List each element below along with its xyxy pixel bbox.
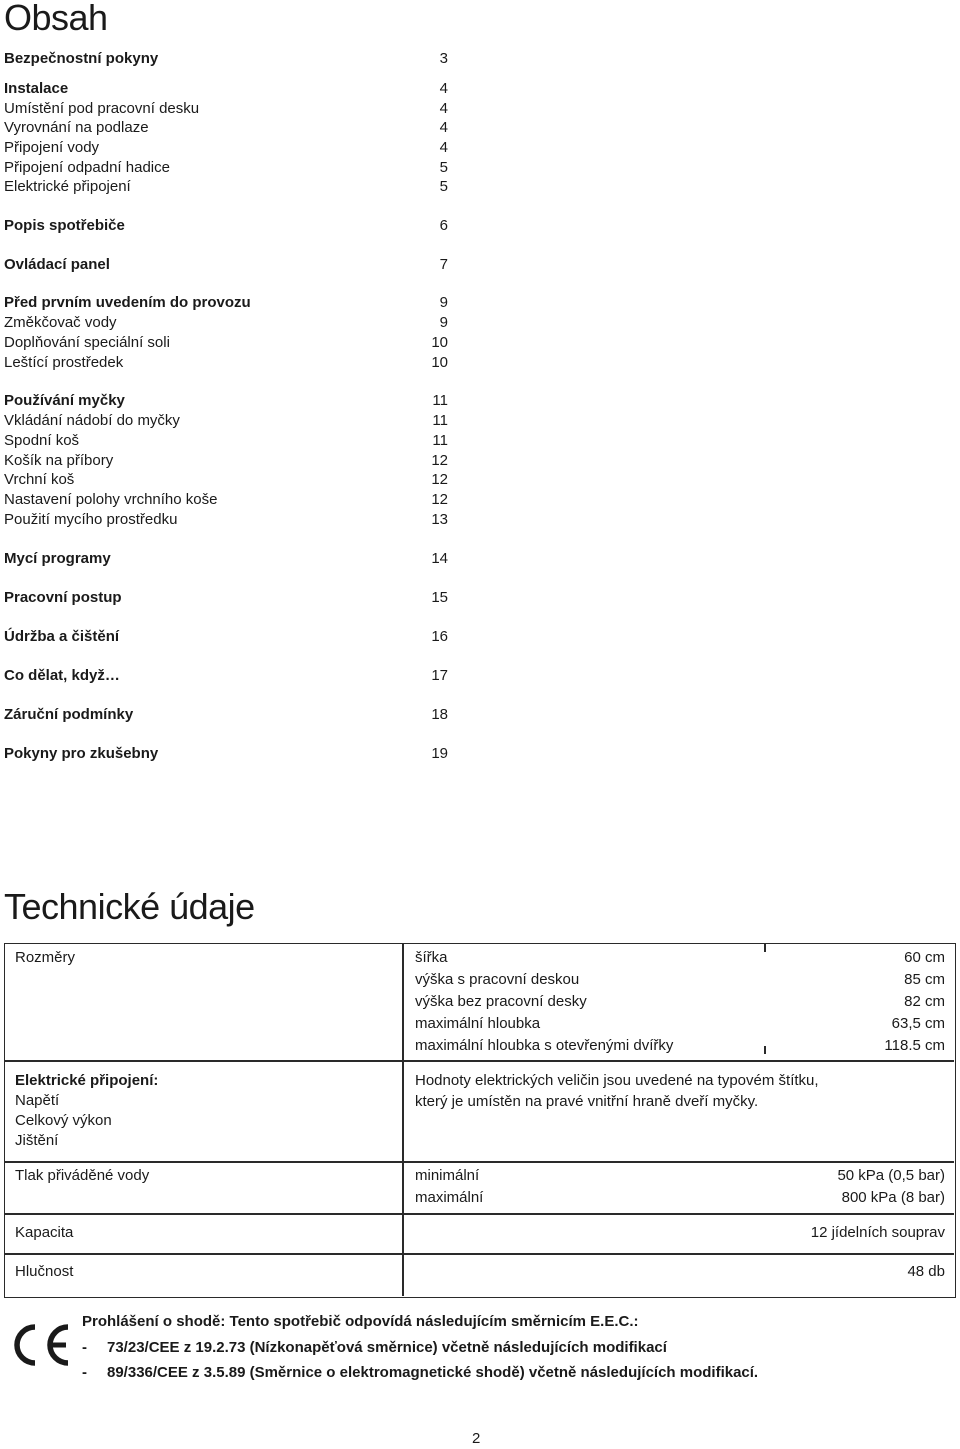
toc-entry — [4, 510, 448, 530]
toc-entry — [4, 391, 448, 411]
toc-entry-label: Údržba a čištění — [4, 628, 120, 645]
page-number: 2 — [472, 1430, 481, 1447]
toc-title: Obsah — [4, 0, 108, 38]
toc-entry — [4, 333, 448, 353]
toc-entry-page: 4 — [439, 139, 448, 156]
noise-label: Hlučnost — [15, 1263, 74, 1280]
toc-entry — [4, 49, 448, 69]
toc-entry-page: 3 — [439, 50, 448, 67]
toc-entry — [4, 118, 448, 138]
toc-entry — [4, 470, 448, 490]
toc-entry-label: Vrchní koš — [4, 471, 75, 488]
electrical-item: Celkový výkon — [15, 1112, 112, 1129]
dimension-value: 60 cm — [904, 949, 945, 966]
ce-mark-icon — [6, 1318, 70, 1372]
capacity-value: 12 jídelních souprav — [810, 1224, 945, 1241]
toc-entry-label: Doplňování speciální soli — [4, 334, 170, 351]
toc-entry-page: 4 — [439, 100, 448, 117]
toc-entry-label: Změkčovač vody — [4, 314, 117, 331]
toc-entry-label: Připojení vody — [4, 139, 100, 156]
row-divider — [5, 1253, 954, 1255]
toc-entry-label: Použití mycího prostředku — [4, 511, 178, 528]
toc-entry — [4, 490, 448, 510]
toc-entry-page: 11 — [432, 412, 448, 429]
toc-entry-page: 5 — [439, 159, 448, 176]
toc-entry-label: Vkládání nádobí do myčky — [4, 412, 180, 429]
toc-entry-label: Umístění pod pracovní desku — [4, 100, 200, 117]
toc-entry — [4, 99, 448, 119]
toc-entry-label: Záruční podmínky — [4, 706, 134, 723]
toc-entry-label: Vyrovnání na podlaze — [4, 119, 149, 136]
dimension-value: 63,5 cm — [891, 1015, 945, 1032]
toc-entry — [4, 293, 448, 313]
toc-entry — [4, 744, 448, 764]
toc-entry-label: Košík na příbory — [4, 452, 114, 469]
toc-entry-label: Popis spotřebiče — [4, 217, 125, 234]
water-pressure-label: Tlak přiváděné vody — [15, 1167, 150, 1184]
dimension-item: šířka — [415, 949, 448, 966]
row-divider — [5, 1161, 954, 1163]
toc-entry — [4, 549, 448, 569]
toc-entry — [4, 138, 448, 158]
electrical-note: Hodnoty elektrických veličin jsou uvedené na typovém štítku, — [415, 1072, 819, 1089]
dimension-value: 82 cm — [904, 993, 945, 1010]
toc-entry-page: 16 — [431, 628, 448, 645]
toc-entry — [4, 451, 448, 471]
row-divider — [5, 1213, 954, 1215]
dimension-item: výška s pracovní deskou — [415, 971, 580, 988]
toc-entry-page: 19 — [431, 745, 448, 762]
toc-entry-label: Nastavení polohy vrchního koše — [4, 491, 218, 508]
toc-entry-page: 9 — [439, 294, 448, 311]
declaration-dash: - — [82, 1364, 87, 1381]
toc-entry — [4, 666, 448, 686]
electrical-note: který je umístěn na pravé vnitřní hraně dveří myčky. — [415, 1093, 759, 1110]
tech-specs-table — [4, 943, 956, 1298]
toc-entry-label: Připojení odpadní hadice — [4, 159, 170, 176]
declaration-line: 73/23/CEE z 19.2.73 (Nízkonapěťová směrnice) včetně následujících modifikací — [107, 1339, 667, 1356]
toc-entry — [4, 627, 448, 647]
toc-entry — [4, 705, 448, 725]
toc-entry-label: Elektrické připojení — [4, 178, 131, 195]
toc-entry-page: 17 — [431, 667, 448, 684]
toc-entry-label: Leštící prostředek — [4, 354, 124, 371]
column-tick — [764, 944, 766, 952]
toc-entry-page: 18 — [431, 706, 448, 723]
dimension-value: 118.5 cm — [884, 1037, 945, 1054]
column-divider — [402, 944, 404, 1296]
toc-entry-label: Co dělat, když… — [4, 667, 120, 684]
declaration-line: 89/336/CEE z 3.5.89 (Směrnice o elektromagnetické shodě) včetně následujících modifikací. — [107, 1364, 759, 1381]
declaration-line: Prohlášení o shodě: Tento spotřebič odpovídá následujícím směrnicím E.E.C.: — [82, 1313, 639, 1330]
toc-entry — [4, 177, 448, 197]
toc-entry-page: 9 — [439, 314, 448, 331]
toc-entry — [4, 255, 448, 275]
column-tick — [764, 1046, 766, 1054]
capacity-label: Kapacita — [15, 1224, 74, 1241]
toc-entry-page: 12 — [431, 491, 448, 508]
water-pressure-item: maximální — [415, 1189, 484, 1206]
toc-entry — [4, 588, 448, 608]
toc-entry-page: 11 — [432, 432, 448, 449]
toc-entry-label: Ovládací panel — [4, 256, 110, 273]
toc-entry-page: 4 — [439, 80, 448, 97]
toc-entry-page: 7 — [439, 256, 448, 273]
dimensions-label: Rozměry — [15, 949, 76, 966]
water-pressure-value: 50 kPa (0,5 bar) — [837, 1167, 945, 1184]
toc-entry-label: Pracovní postup — [4, 589, 122, 606]
toc-entry-page: 12 — [431, 471, 448, 488]
electrical-item: Napětí — [15, 1092, 60, 1109]
toc-entry — [4, 79, 448, 99]
toc-entry-page: 15 — [431, 589, 448, 606]
toc-entry-page: 11 — [432, 392, 448, 409]
water-pressure-item: minimální — [415, 1167, 480, 1184]
row-divider — [5, 1060, 954, 1062]
toc-entry-page: 13 — [431, 511, 448, 528]
toc-entry-page: 4 — [439, 119, 448, 136]
electrical-item: Jištění — [15, 1132, 59, 1149]
noise-value: 48 db — [907, 1263, 945, 1280]
electrical-label: Elektrické připojení: — [15, 1072, 159, 1089]
toc-entry-label: Instalace — [4, 80, 69, 97]
toc-entry — [4, 313, 448, 333]
toc-entry-page: 5 — [439, 178, 448, 195]
toc-entry-page: 6 — [439, 217, 448, 234]
toc-entry-label: Pokyny pro zkušebny — [4, 745, 159, 762]
toc-entry-label: Mycí programy — [4, 550, 111, 567]
toc-entry — [4, 216, 448, 236]
toc-entry-page: 14 — [431, 550, 448, 567]
toc-entry — [4, 431, 448, 451]
toc-entry-label: Používání myčky — [4, 392, 125, 409]
water-pressure-value: 800 kPa (8 bar) — [841, 1189, 945, 1206]
toc-entry-page: 10 — [431, 334, 448, 351]
dimension-item: maximální hloubka — [415, 1015, 541, 1032]
toc-entry — [4, 353, 448, 373]
toc-entry-page: 12 — [431, 452, 448, 469]
declaration-dash: - — [82, 1339, 87, 1356]
toc-entry — [4, 158, 448, 178]
dimension-item: maximální hloubka s otevřenými dvířky — [415, 1037, 674, 1054]
toc-entry-page: 10 — [431, 354, 448, 371]
dimension-value: 85 cm — [904, 971, 945, 988]
tech-specs-title: Technické údaje — [4, 886, 255, 927]
dimension-item: výška bez pracovní desky — [415, 993, 587, 1010]
toc-entry-label: Před prvním uvedením do provozu — [4, 294, 251, 311]
toc-entry — [4, 411, 448, 431]
toc-entry-label: Spodní koš — [4, 432, 80, 449]
toc-entry-label: Bezpečnostní pokyny — [4, 50, 159, 67]
